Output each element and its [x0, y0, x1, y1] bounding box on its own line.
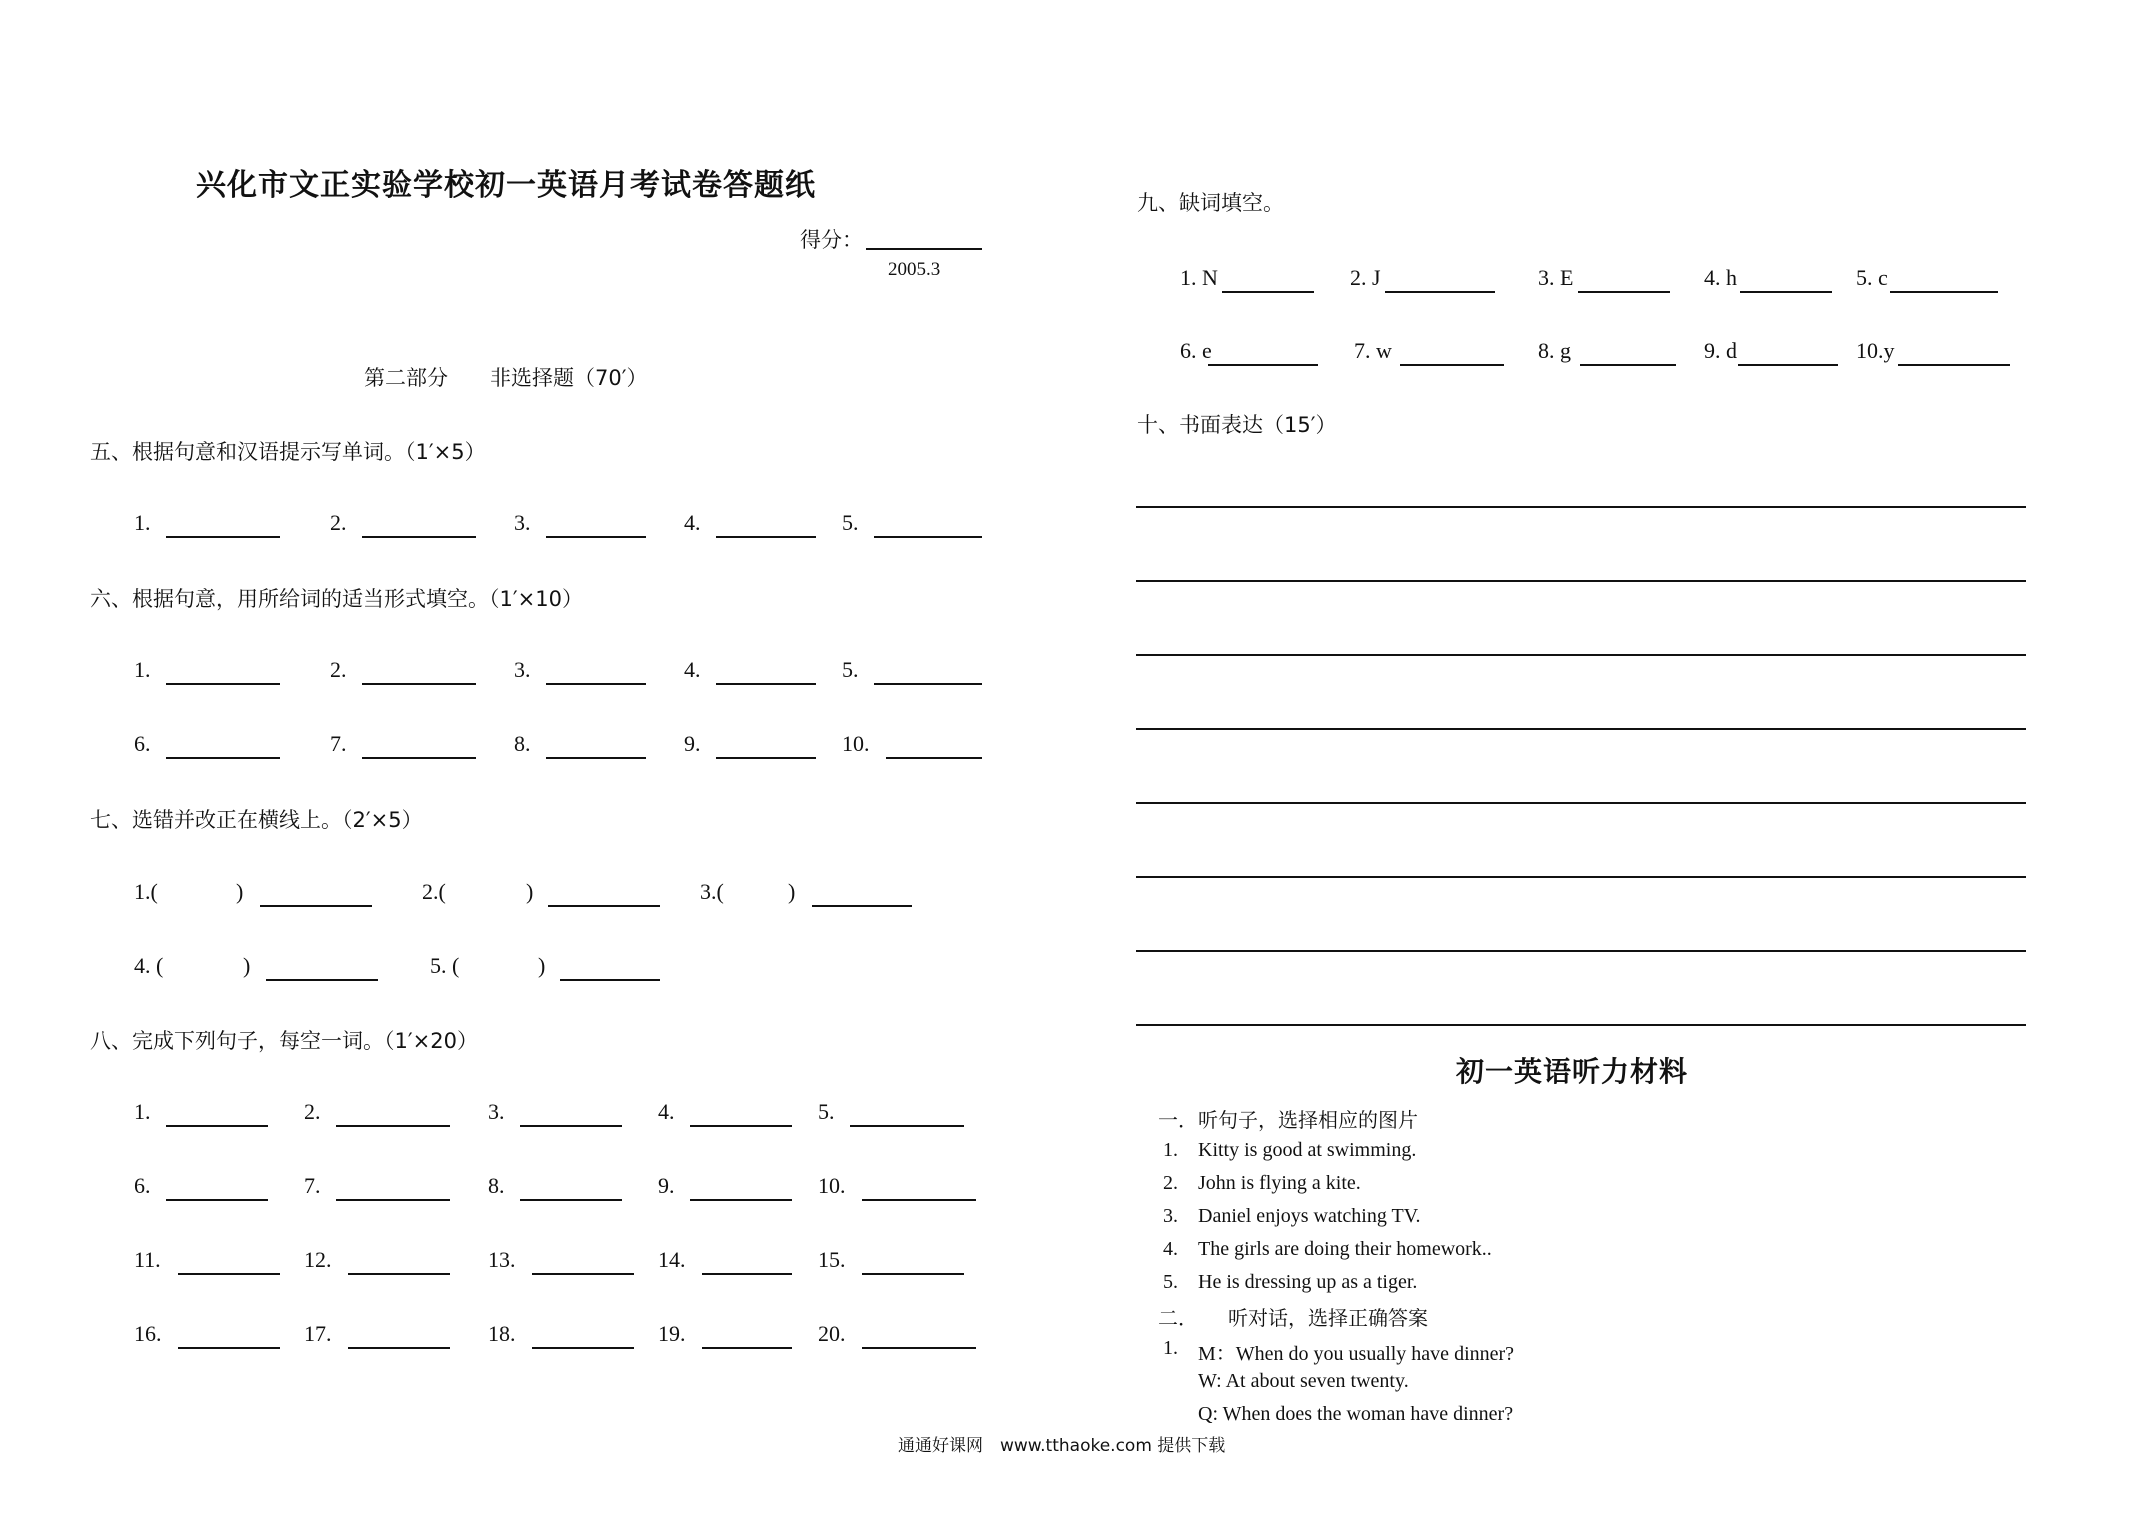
sec8-item-blank[interactable] — [862, 1347, 976, 1349]
sec6-item-blank[interactable] — [362, 757, 476, 759]
sec5-item-label: 1. — [134, 510, 151, 535]
writing-line[interactable] — [1136, 876, 2026, 878]
sec9-item-blank[interactable] — [1400, 364, 1504, 366]
listening-part2-num: 1. — [1163, 1337, 1178, 1359]
sec9-item-label: 6. e — [1180, 338, 1212, 363]
listening-item-num: 4. — [1163, 1238, 1178, 1260]
sec9-item-label: 8. g — [1538, 338, 1571, 363]
sec9-item-label: 7. w — [1354, 338, 1392, 363]
listening-item-text: He is dressing up as a tiger. — [1198, 1271, 1418, 1293]
writing-line[interactable] — [1136, 1024, 2026, 1026]
sec5-item-label: 4. — [684, 510, 701, 535]
sec8-item-blank[interactable] — [862, 1273, 964, 1275]
sec8-item-blank[interactable] — [166, 1199, 268, 1201]
sec8-item-blank[interactable] — [532, 1347, 634, 1349]
sec8-item-label: 8. — [488, 1173, 505, 1198]
score-label: 得分： — [800, 228, 863, 252]
sec9-item-label: 2. J — [1350, 265, 1381, 290]
sec8-item-label: 1. — [134, 1099, 151, 1124]
sec9-item-blank[interactable] — [1208, 364, 1318, 366]
sec7-item-label: 5. ( — [430, 953, 460, 978]
footer-credit: 通通好课网 www.tthaoke.com 提供下载 — [898, 1436, 1226, 1456]
sec6-item-label: 8. — [514, 731, 531, 756]
writing-line[interactable] — [1136, 654, 2026, 656]
sec8-item-label: 20. — [818, 1321, 846, 1346]
listening-item-num: 3. — [1163, 1205, 1178, 1227]
sec6-item-label: 10. — [842, 731, 870, 756]
sec8-item-label: 5. — [818, 1099, 835, 1124]
sec6-item-blank[interactable] — [546, 757, 646, 759]
sec9-item-blank[interactable] — [1740, 291, 1832, 293]
sec8-item-label: 15. — [818, 1247, 846, 1272]
sec9-item-blank[interactable] — [1222, 291, 1314, 293]
sec8-item-blank[interactable] — [850, 1125, 964, 1127]
sec5-item-blank[interactable] — [874, 536, 982, 538]
sec9-item-label: 10.y — [1856, 338, 1895, 363]
listening-title: 初一英语听力材料 — [1456, 1055, 1689, 1088]
sec6-item-blank[interactable] — [362, 683, 476, 685]
sec7-close-paren: ) — [538, 953, 546, 978]
sec7-item-label: 2.( — [422, 879, 446, 904]
sec6-item-label: 2. — [330, 657, 347, 682]
sec8-item-label: 7. — [304, 1173, 321, 1198]
listening-item-text: The girls are doing their homework.. — [1198, 1238, 1492, 1260]
listening-item-text: Daniel enjoys watching TV. — [1198, 1205, 1421, 1227]
sec8-item-label: 12. — [304, 1247, 332, 1272]
listening-item-num: 1. — [1163, 1139, 1178, 1161]
sec9-item-label: 9. d — [1704, 338, 1737, 363]
section-7-heading: 七、选错并改正在横线上。（2′×5） — [90, 808, 423, 832]
listening-part1-heading: 一．听句子，选择相应的图片 — [1158, 1108, 1418, 1132]
sec9-item-blank[interactable] — [1738, 364, 1838, 366]
listening-item-text: John is flying a kite. — [1198, 1172, 1361, 1194]
sec8-item-label: 4. — [658, 1099, 675, 1124]
writing-line[interactable] — [1136, 506, 2026, 508]
exam-title: 兴化市文正实验学校初一英语月考试卷答题纸 — [196, 168, 816, 203]
sec6-item-label: 6. — [134, 731, 151, 756]
sec9-item-label: 3. E — [1538, 265, 1574, 290]
sec8-item-label: 18. — [488, 1321, 516, 1346]
sec8-item-blank[interactable] — [690, 1125, 792, 1127]
sec8-item-label: 2. — [304, 1099, 321, 1124]
sec5-item-blank[interactable] — [546, 536, 646, 538]
sec8-item-blank[interactable] — [520, 1125, 622, 1127]
sec6-item-label: 7. — [330, 731, 347, 756]
sec8-item-label: 9. — [658, 1173, 675, 1198]
section-9-heading: 九、缺词填空。 — [1137, 191, 1284, 215]
sec8-item-label: 6. — [134, 1173, 151, 1198]
sec6-item-label: 9. — [684, 731, 701, 756]
sec7-blank[interactable] — [812, 905, 912, 907]
listening-item-num: 2. — [1163, 1172, 1178, 1194]
sec8-item-blank[interactable] — [862, 1199, 976, 1201]
sec7-blank[interactable] — [548, 905, 660, 907]
sec5-item-label: 5. — [842, 510, 859, 535]
section-6-heading: 六、根据句意，用所给词的适当形式填空。（1′×10） — [90, 587, 583, 611]
sec7-close-paren: ) — [526, 879, 534, 904]
sec7-item-label: 1.( — [134, 879, 158, 904]
sec8-item-label: 13. — [488, 1247, 516, 1272]
sec5-item-blank[interactable] — [716, 536, 816, 538]
sec7-blank[interactable] — [560, 979, 660, 981]
sec9-item-blank[interactable] — [1580, 364, 1676, 366]
sec9-item-blank[interactable] — [1385, 291, 1495, 293]
sec6-item-label: 3. — [514, 657, 531, 682]
sec8-item-blank[interactable] — [336, 1125, 450, 1127]
sec8-item-label: 16. — [134, 1321, 162, 1346]
sec8-item-label: 3. — [488, 1099, 505, 1124]
sec8-item-label: 19. — [658, 1321, 686, 1346]
sec7-close-paren: ) — [236, 879, 244, 904]
sec8-item-blank[interactable] — [348, 1273, 450, 1275]
sec9-item-blank[interactable] — [1890, 291, 1998, 293]
score-blank[interactable] — [866, 248, 982, 250]
writing-line[interactable] — [1136, 580, 2026, 582]
section-5-heading: 五、根据句意和汉语提示写单词。（1′×5） — [90, 440, 486, 464]
sec7-blank[interactable] — [266, 979, 378, 981]
sec9-item-label: 1. N — [1180, 265, 1218, 290]
sec6-item-blank[interactable] — [166, 757, 280, 759]
sec8-item-blank[interactable] — [336, 1199, 450, 1201]
sec9-item-blank[interactable] — [1898, 364, 2010, 366]
sec9-item-label: 4. h — [1704, 265, 1737, 290]
sec6-item-blank[interactable] — [874, 683, 982, 685]
sec5-item-label: 2. — [330, 510, 347, 535]
part-heading: 第二部分 非选择题（70′） — [364, 366, 648, 390]
dialogue-line: W: At about seven twenty. — [1198, 1370, 1409, 1392]
sec8-item-blank[interactable] — [532, 1273, 634, 1275]
sec6-item-blank[interactable] — [166, 683, 280, 685]
listening-part2-heading: 二． 听对话，选择正确答案 — [1158, 1306, 1428, 1330]
sec5-item-blank[interactable] — [362, 536, 476, 538]
exam-date: 2005.3 — [888, 259, 941, 280]
sec8-item-blank[interactable] — [166, 1125, 268, 1127]
sec6-item-blank[interactable] — [716, 683, 816, 685]
sec8-item-blank[interactable] — [520, 1199, 622, 1201]
sec7-close-paren: ) — [243, 953, 251, 978]
sec8-item-label: 14. — [658, 1247, 686, 1272]
sec7-item-label: 4. ( — [134, 953, 164, 978]
sec6-item-blank[interactable] — [546, 683, 646, 685]
sec6-item-label: 5. — [842, 657, 859, 682]
sec8-item-blank[interactable] — [178, 1347, 280, 1349]
sec9-item-blank[interactable] — [1578, 291, 1670, 293]
sec6-item-label: 4. — [684, 657, 701, 682]
sec5-item-label: 3. — [514, 510, 531, 535]
sec8-item-blank[interactable] — [702, 1347, 792, 1349]
sec8-item-label: 11. — [134, 1247, 161, 1272]
listening-item-text: Kitty is good at swimming. — [1198, 1139, 1417, 1161]
section-10-heading: 十、书面表达（15′） — [1137, 413, 1337, 437]
sec8-item-blank[interactable] — [348, 1347, 450, 1349]
sec7-blank[interactable] — [260, 905, 372, 907]
sec8-item-blank[interactable] — [178, 1273, 280, 1275]
writing-line[interactable] — [1136, 728, 2026, 730]
dialogue-line: M：When do you usually have dinner? — [1198, 1343, 1515, 1365]
writing-line[interactable] — [1136, 950, 2026, 952]
writing-line[interactable] — [1136, 802, 2026, 804]
sec8-item-label: 17. — [304, 1321, 332, 1346]
sec8-item-blank[interactable] — [690, 1199, 792, 1201]
section-8-heading: 八、完成下列句子，每空一词。（1′×20） — [90, 1029, 478, 1053]
sec9-item-label: 5. c — [1856, 265, 1888, 290]
sec7-close-paren: ) — [788, 879, 796, 904]
sec7-item-label: 3.( — [700, 879, 724, 904]
sec5-item-blank[interactable] — [166, 536, 280, 538]
sec8-item-label: 10. — [818, 1173, 846, 1198]
sec8-item-blank[interactable] — [702, 1273, 792, 1275]
dialogue-line: Q: When does the woman have dinner? — [1198, 1403, 1514, 1425]
sec6-item-blank[interactable] — [716, 757, 816, 759]
sec6-item-blank[interactable] — [886, 757, 982, 759]
sec6-item-label: 1. — [134, 657, 151, 682]
listening-item-num: 5. — [1163, 1271, 1178, 1293]
